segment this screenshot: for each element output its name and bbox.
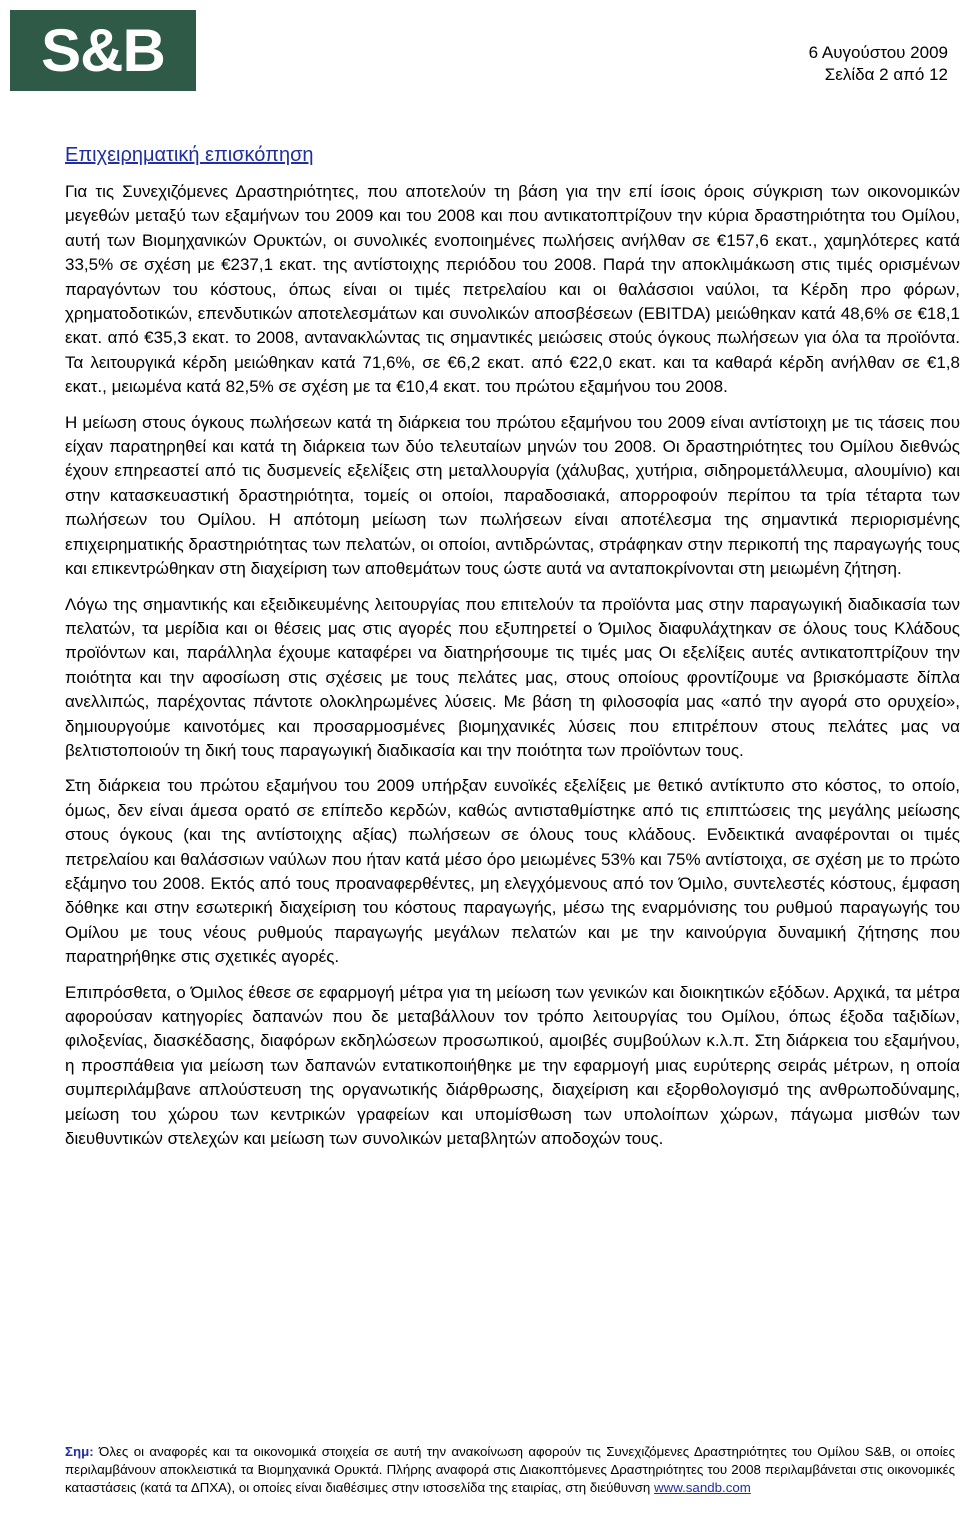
paragraph: Στη διάρκεια του πρώτου εξαμήνου του 2009 υπήρξαν ευνοϊκές εξελίξεις με θετικό αντίκτυπο στο κόστος, το οποίο, όμως, δεν είναι άμεσα ορατό σε επίπεδο κερδών, καθώς αντισταθμίστηκε από τις επιπτώσεις της μεγάλης μείωσης στους όγκους (και της αντίστοιχης αξίας) πωλήσεων σε όλους τους κλάδους. Ενδεικτικά αναφέρονται οι τιμές πετρελαίου και θαλάσσιων ναύλων που ήταν κατά μέσο όρο μειωμένες 53% και 75% αντίστοιχα, σε σχέση με το πρώτο εξάμηνο του 2008. Εκτός από τους προαναφερθέντες, μη ελεγχόμενους από τον Όμιλο, συντελεστές κόστους, έμφαση δόθηκε και στην εσωτερική διαχείριση του κόστους παραγωγής, μέσω της εναρμόνισης του ρυθμού παραγωγής του Ομίλου με τους νέους ρυθμούς παραγωγής μεγάλων πελατών και με την καινούργια δυναμική ζήτησης που παρατηρήθηκε στις σχετικές αγορές.: [65, 776, 960, 967]
section-title: Επιχειρηματική επισκόπηση: [65, 144, 314, 166]
paragraph: Επιπρόσθετα, ο Όμιλος έθεσε σε εφαρμογή μέτρα για τη μείωση των γενικών και διοικητικών εξόδων. Αρχικά, τα μέτρα αφορούσαν κατηγορίες δαπανών που δε μεταβάλλουν τον τρόπο λειτουργίας του Ομίλου, όπως έξοδα ταξιδίων, φιλοξενίας, διασκέδασης, διαφόρων εκδηλώσεων προσωπικού, αμοιβές συμβούλων κ.λ.π. Στη διάρκεια του εξαμήνου, η προσπάθεια για μείωση των δαπανών εντατικοποιήθηκε με την εφαρμογή μιας ευρύτερης σειράς μέτρων, η οποία συμπεριλάμβανε απλούστευση της οργανωτικής διάρθρωσης, διαχείριση και εξορθολογισμό της ανθρωποδύναμης, μείωση του χώρου των κεντρικών γραφείων και υπομίσθωση των υπολοίπων χώρων, πάγωμα μισθών των διευθυντικών στελεχών και μείωση των συνολικών μεταβλητών αποδοχών τους.: [65, 982, 960, 1149]
paragraph: Λόγω της σημαντικής και εξειδικευμένης λειτουργίας που επιτελούν τα προϊόντα μας στην παραγωγική διαδικασία των πελατών, τα μερίδια και οι θέσεις μας στις αγορές που εξυπηρετεί ο Όμιλος διαφυλάχτηκαν σε όλους τους Κλάδους προϊόντων και, παράλληλα έχουμε καταφέρει να διατηρήσουμε τις τιμές μας Οι εξελίξεις αυτές αντικατοπτρίζουν την ποιότητα και την αφοσίωση στις σχέσεις με τους πελάτες μας, στους οποίους φροντίζουμε να βρισκόμαστε δίπλα ανελλιπώς, παρέχοντας πάντοτε ολοκληρωμένες λύσεις. Με βάση τη φιλοσοφία μας «από την αγορά στο ορυχείο», δημιουργούμε καινοτόμες και προσαρμοσμένες βιομηχανικές λύσεις που επιτρέπουν στους πελάτες μας να βελτιστοποιούν τη δική τους παραγωγική διαδικασία και την ποιότητα των προϊόντων τους.: [65, 594, 960, 760]
website-link[interactable]: www.sandb.com: [654, 1480, 751, 1495]
footnote: [65, 1443, 955, 1497]
paragraph: Για τις Συνεχιζόμενες Δραστηριότητες, που αποτελούν τη βάση για την επί ίσοις όροις σύγκριση των οικονομικών μεγεθών μεταξύ των εξαμήνων του 2009 και του 2008 και που αντικατοπτρίζουν την κύρια δραστηριότητα του Ομίλου, αυτή των Βιομηχανικών Ορυκτών, οι συνολικές ενοποιημένες πωλήσεις ανήλθαν σε €157,6 εκατ., χαμηλότερες κατά 33,5% σε σχέση με €237,1 εκατ. της αντίστοιχης περιόδου του 2008. Παρά την αποκλιμάκωση στις τιμές ορισμένων παραγόντων του κόστους, όπως είναι οι τιμές πετρελαίου και οι θαλάσσιοι ναύλοι, τα Κέρδη προ φόρων, χρηματοδοτικών, επενδυτικών αποτελεσμάτων και συνολικών αποσβέσεων (EBITDA) μειώθηκαν κατά 48,6% σε €18,1 εκατ. από €35,3 εκατ. το 2008, αντανακλώντας τις σημαντικές μειώσεις στούς όγκους πωλήσεων για όλα τα προϊόντα. Τα λειτουργικά κέρδη μειώθηκαν κατά 71,6%, σε €6,2 εκατ. από €22,0 εκατ. και τα καθαρά κέρδη ανήλθαν σε €1,8 εκατ., μειωμένα κατά 82,5% σε σχέση με τα €10,4 εκατ. του πρώτου εξαμήνου του 2008.: [65, 182, 960, 397]
document-date: 6 Αυγούστου 2009: [808, 43, 948, 62]
paragraph: Η μείωση στους όγκους πωλήσεων κατά τη διάρκεια του πρώτου εξαμήνου του 2009 είναι αντίστοιχη με τις τάσεις που είχαν παρατηρηθεί και κατά τη διάρκεια των δύο τελευταίων μηνών του 2008. Οι δραστηριότητες του Ομίλου διεθνώς έχουν επηρεαστεί από τις δυσμενείς εξελίξεις στη μεταλλουργία (χάλυβας, χυτήρια, σιδηρομετάλλευμα, αλουμίνιο) και στην κατασκευαστική δραστηριότητα, τομείς οι οποίοι, παραδοσιακά, απορροφούν περίπου τα τρία τέταρτα των πωλήσεων του Ομίλου. Η απότομη μείωση των πωλήσεων είναι αποτέλεσμα της σημαντικά περιορισμένης επιχειρηματικής δραστηριότητας των πελατών, οι οποίοι, αντιδρώντας, στράφηκαν στην περικοπή της παραγωγής τους και επικεντρώθηκαν στη διαχείριση των αποθεμάτων τους ώστε αυτά να ανταποκρίνονται στη μειωμένη ζήτηση.: [65, 412, 960, 579]
footnote-text: Όλες οι αναφορές και τα οικονομικά στοιχεία σε αυτή την ανακοίνωση αφορούν τις Συνεχιζόμενες Δραστηριότητες του Ομίλου S&B, οι οποίες περιλαμβάνουν αποκλειστικά τα Βιομηχανικά Ορυκτά. Πλήρης αναφορά στις Διακοπτόμενες Δραστηριότητες του 2008 περιλαμβάνεται στις οικονομικές καταστάσεις (κατά τα ΔΠΧΑ), οι οποίες είναι διαθέσιμες στην ιστοσελίδα της εταιρίας, στη διεύθυνση: [65, 1444, 955, 1495]
company-logo: [10, 10, 196, 91]
page-number: Σελίδα 2 από 12: [824, 65, 948, 84]
logo-text: S&B: [41, 16, 165, 84]
document-body: [65, 180, 960, 1162]
footnote-label: Σημ:: [65, 1444, 94, 1459]
page-header-info: [809, 42, 948, 86]
